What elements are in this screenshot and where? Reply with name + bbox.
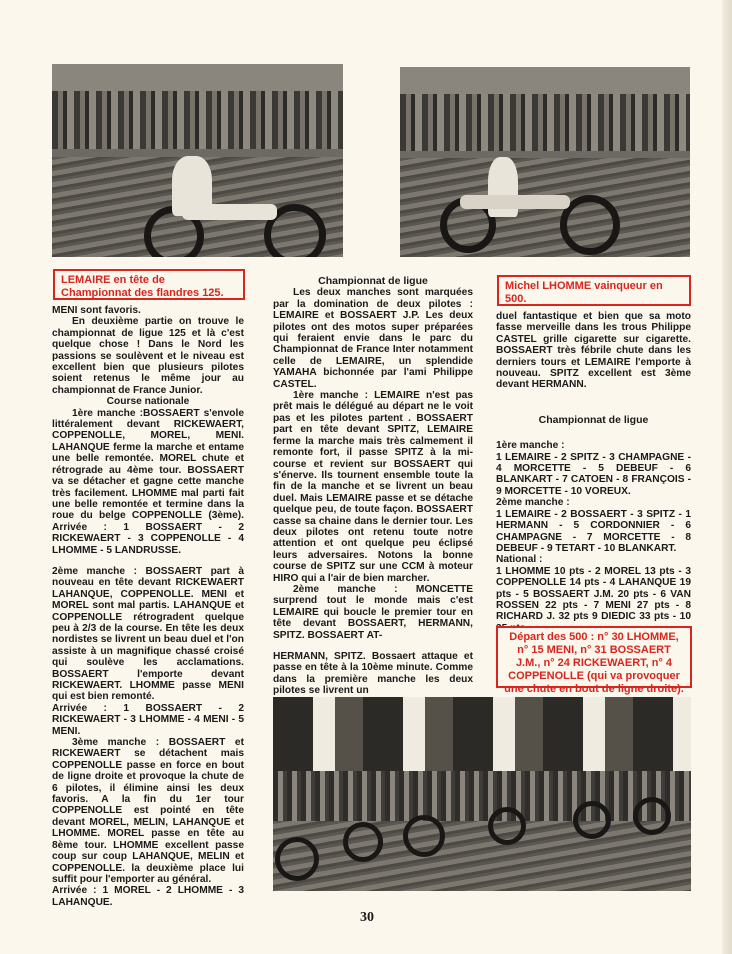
page-spine <box>722 0 732 954</box>
col1-paragraph: Arrivée : 1 MOREL - 2 LHOMME - 3 LAHANQUE. <box>52 885 244 908</box>
col3-paragraph: 1 LEMAIRE - 2 SPITZ - 3 CHAMPAGNE - 4 MORCETTE - 5 DEBEUF - 6 BLANKART - 7 CATOEN - 8 FRANÇOIS - 9 MORCETTE - 10 VOREUX. <box>496 451 691 497</box>
photo-top-right <box>400 67 690 257</box>
col3-paragraph: 2ème manche : <box>496 497 570 509</box>
page-number: 30 <box>360 910 374 925</box>
col3-paragraph: 1ère manche : <box>496 440 565 452</box>
caption-bottom-right: Départ des 500 : n° 30 LHOMME, n° 15 MENI, n° 31 BOSSAERT J.M., n° 24 RICKEWAERT, n° 4 COPPENOLLE (qui va provoquer une chute en bout de ligne droite). <box>496 626 692 688</box>
col1-paragraph: Arrivée : 1 BOSSAERT - 2 RICKEWAERT - 3 LHOMME - 4 MENI - 5 MENI. <box>52 702 244 737</box>
caption-left: LEMAIRE en tête de Championnat des flandres 125. <box>53 269 245 300</box>
col1-paragraph: En deuxième partie on trouve le championnat de ligue 125 et là c'est quelque chose ! Dans le Nord les passions se soulèvent et le niveau est excellent bien que plusieurs pilotes soient retenus le même jour au championnat de France Junior. <box>52 316 244 396</box>
col2-paragraph: 1ère manche : LEMAIRE n'est pas prêt mais le délégué au départ ne le voit pas et les pilotes partent . BOSSAERT part en tête devant SPITZ, LEMAIRE ferme la marche mais très calmement il remonte fort, il passe SPITZ à la mi-course et revient sur BOSSAERT qui s'énerve. Ils tournent ensemble toute la fin de la manche et se livrent un beau duel. Mais LEMAIRE passe et se détache quelque peu, de toute façon. BOSSAERT casse sa chaine dans le dernier tour. Les deux pilotes ont retenu toute notre attention et ont quelque peu éclipsé leurs adversaires. Notons la bonne course de SPITZ sur une CCM à moteur HIRO qui a l'air de bien marcher. <box>273 390 473 584</box>
col3-paragraph: duel fantastique et bien que sa moto fasse merveille dans les trous Philippe CASTEL grille cigarette sur cigarette. BOSSAERT très fébrile chute dans les derniers tours et LEMAIRE l'emporte à nouveau. SPITZ excellent est 3ème devant HERMANN. <box>496 311 691 391</box>
col3-paragraph: 1 LEMAIRE - 2 BOSSAERT - 3 SPITZ - 1 HERMANN - 5 CORDONNIER - 6 CHAMPAGNE - 7 MORCETTE - 8 DEBEUF - 9 TETART - 10 BLANKART. <box>496 508 691 554</box>
photo-bottom <box>273 697 691 891</box>
col1-paragraph: 2ème manche : BOSSAERT part à nouveau en tête devant RICKEWAERT LAHANQUE, COPPENOLLE. MENI et MOREL sont mal partis. LAHANQUE et COPPENOLLE rétrogradent quelque peu à 2/3 de la course. En tête les deux nordistes se livrent un beau duel et l'on assiste à un magnifique chassé croisé qui soulève les acclamations. BOSSAERT l'emporte devant RICKEWAERT. LHOMME passe MENI qui est bien remonté. <box>52 565 244 703</box>
col2-heading: Championnat de ligue <box>318 275 428 287</box>
col1-paragraph: 1ère manche :BOSSAERT s'envole littéralement devant RICKEWAERT, COPPENOLLE, MOREL, MENI. LAHANQUE ferme la marche et entame une belle remontée. MOREL chute et rétrograde au 4ème tour. BOSSAERT va se détacher et gagne cette manche très facilement. LHOMME mal parti fait une belle remontée et termine dans la roue du belge COPPENOLLE (3ème). Arrivée : 1 BOSSAERT - 2 RICKEWAERT - 3 COPPENOLLE - 4 LHOMME - 5 LANDRUSSE. <box>52 407 244 556</box>
col2-paragraph: HERMANN, SPITZ. Bossaert attaque et passe en tête à la 10ème minute. Comme dans la première manche les deux pilotes se livrent un <box>273 651 473 697</box>
col3-paragraph: 1 LHOMME 10 pts - 2 MOREL 13 pts - 3 COPPENOLLE 14 pts - 4 LAHANQUE 19 pts - 5 BOSSAERT J.M. 20 pts - 6 VAN ROSSEN 22 pts - 7 MENI 27 pts - 8 RICHARD J. 32 pts 9 DIEDIC 33 pts - 10 <box>496 565 691 623</box>
col1-paragraph: 3ème manche : BOSSAERT et RICKEWAERT se détachent mais COPPENOLLE passe en force en bout de ligne droite et provoque la chute de 6 pilotes, il élimine ainsi les deux favoris. A la fin du 1er tour COPPENOLLE est pointé en tête devant MOREL, MELIN, LAHANQUE et LHOMME. MOREL passe en tête au 8ème tour. LHOMME excellent passe coup sur coup LAHANQUE, MELIN et COPPENOLLE. la deuxième place lui suffit pour l'emporter au général. <box>52 737 244 885</box>
col1-paragraph: MENI sont favoris. <box>52 305 141 316</box>
photo-top-left <box>52 64 343 257</box>
column-3 <box>496 311 691 634</box>
col2-paragraph: 2ème manche : MONCETTE surprend tout le monde mais c'est LEMAIRE qui boucle le premier tour en tête devant BOSSAERT, HERMANN, SPITZ. BOSSAERT AT- <box>273 583 473 641</box>
caption-right: Michel LHOMME vainqueur en 500. <box>497 275 691 306</box>
col3-heading: Championnat de ligue <box>538 413 649 426</box>
col2-paragraph: Les deux manches sont marquées par la domination de deux pilotes : LEMAIRE et BOSSAERT J.P. Les deux pilotes ont des motos super préparées qui feraient envie dans le parc du Championnat de France Inter notamment celle de LEMAIRE, un splendide YAMAHA bichonnée par l'ami Philippe CASTEL. <box>273 287 473 390</box>
col3-paragraph: National : <box>496 554 543 566</box>
column-2 <box>273 276 473 697</box>
col1-heading: Course nationale <box>106 396 190 408</box>
column-1 <box>52 305 244 908</box>
